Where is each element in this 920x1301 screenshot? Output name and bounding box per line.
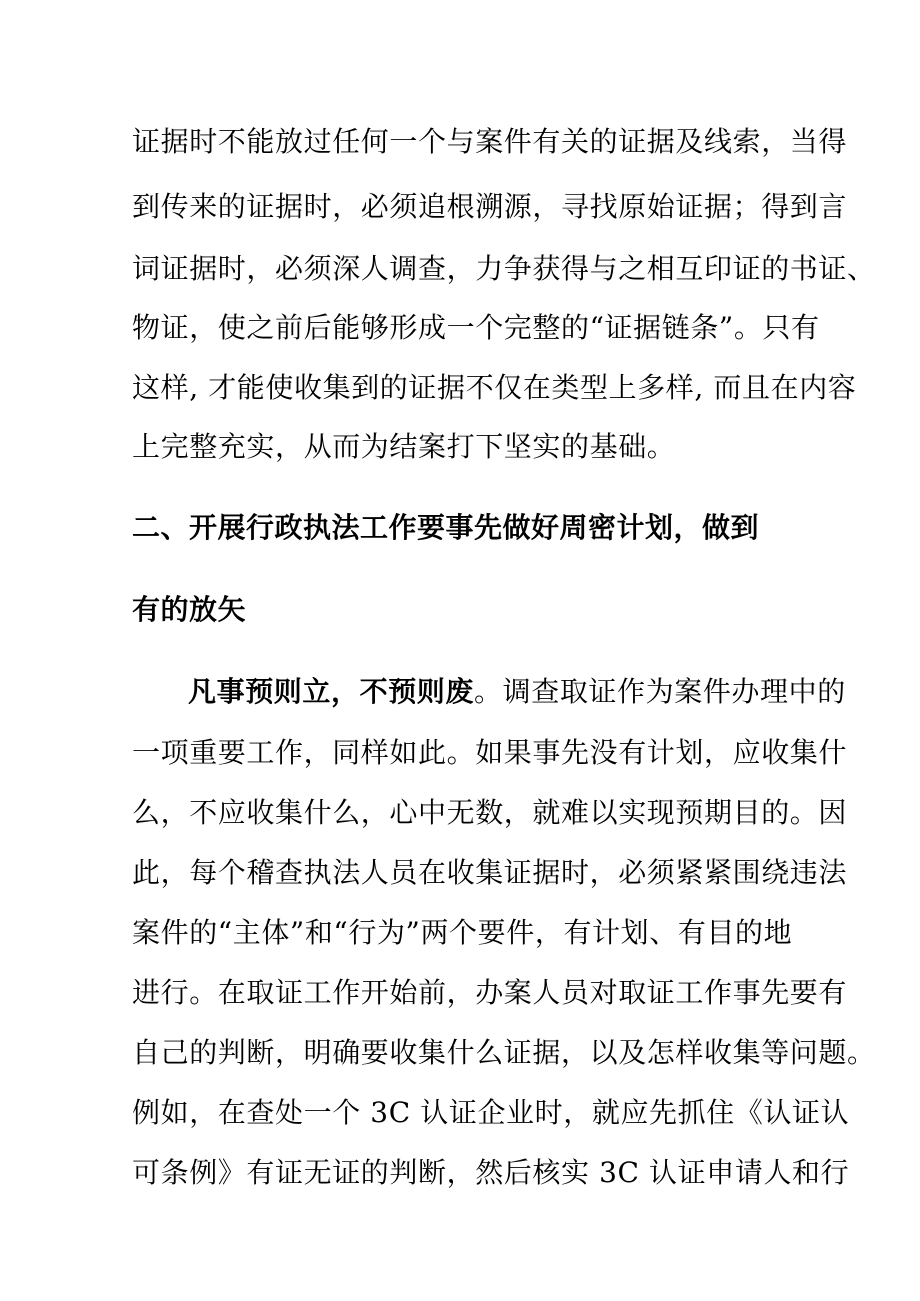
paragraph2-line-8: 例如，在查处一个 3C 认证企业时，就应先抓住《认证认 xyxy=(132,1096,850,1129)
paragraph1-line-4: 物证，使之前后能够形成一个完整的“证据链条”。只有 xyxy=(132,311,820,344)
paragraph2-line-9: 可条例》有证无证的判断，然后核实 3C 认证申请人和行 xyxy=(132,1156,850,1189)
paragraph1-line-6: 上完整充实，从而为结案打下坚实的基础。 xyxy=(132,430,676,463)
paragraph2-lead-rest: 。调查取证作为案件办理中的 xyxy=(474,675,846,708)
paragraph1-line-1: 证据时不能放过任何一个与案件有关的证据及线索，当得 xyxy=(132,125,848,158)
paragraph2-line-7: 自己的判断，明确要收集什么证据，以及怎样收集等问题。 xyxy=(132,1036,876,1069)
paragraph2-line-2: 一项重要工作，同样如此。如果事先没有计划，应收集什 xyxy=(132,736,848,769)
paragraph1-line-3: 词证据时，必须深人调查，力争获得与之相互印证的书证、 xyxy=(132,252,876,285)
paragraph2-line-4: 此，每个稽查执法人员在收集证据时，必须紧紧围绕违法 xyxy=(132,856,848,889)
section2-heading-line-2: 有的放矢 xyxy=(132,593,247,626)
paragraph2-first-line xyxy=(188,672,858,712)
paragraph1-line-5: 这样, 才能使收集到的证据不仅在类型上多样, 而且在内容 xyxy=(132,371,857,404)
paragraph2-line-3: 么，不应收集什么，心中无数，就难以实现预期目的。因 xyxy=(132,796,848,829)
paragraph2-line-5: 案件的“主体”和“行为”两个要件，有计划、有目的地 xyxy=(132,916,793,949)
paragraph2-lead-bold: 凡事预则立，不预则废 xyxy=(188,675,475,708)
paragraph2-line-6: 进行。在取证工作开始前，办案人员对取证工作事先要有 xyxy=(132,976,848,1009)
paragraph1-line-2: 到传来的证据时，必须追根溯源，寻找原始证据；得到言 xyxy=(132,190,848,223)
section2-heading-line-1: 二、开展行政执法工作要事先做好周密计划，做到 xyxy=(132,511,760,544)
